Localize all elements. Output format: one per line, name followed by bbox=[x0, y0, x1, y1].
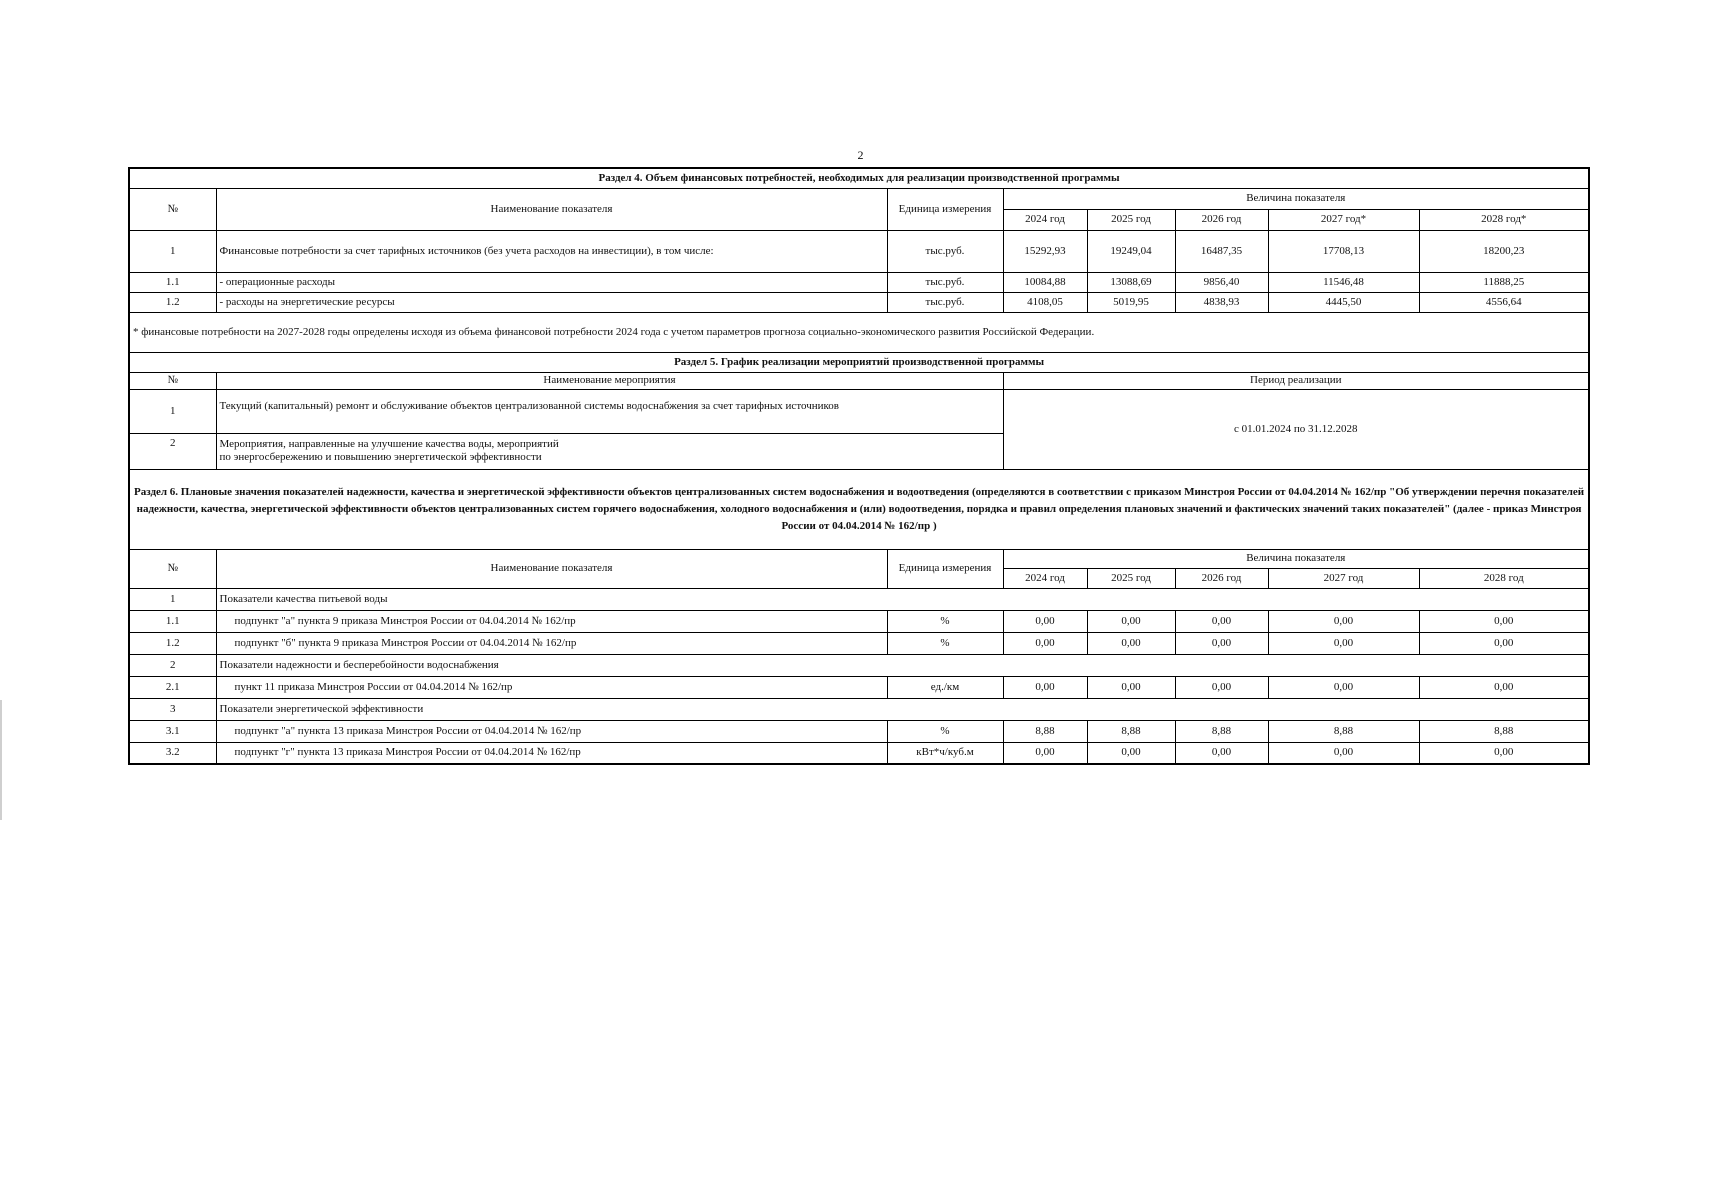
row-num: 3.2 bbox=[129, 742, 216, 764]
section4-header-num: № bbox=[129, 188, 216, 230]
row-name: Финансовые потребности за счет тарифных источников (без учета расходов на инвестиции), в том числе: bbox=[216, 230, 887, 272]
table-row bbox=[129, 676, 1589, 698]
row-value: 11546,48 bbox=[1268, 272, 1419, 292]
table-row bbox=[129, 720, 1589, 742]
section6-year: 2025 год bbox=[1087, 568, 1175, 588]
row-num: 1.1 bbox=[129, 610, 216, 632]
row-value: 8,88 bbox=[1268, 720, 1419, 742]
section4-title-row bbox=[129, 168, 1589, 188]
section6-header-name: Наименование показателя bbox=[216, 549, 887, 588]
section6-header-unit: Единица измерения bbox=[887, 549, 1003, 588]
section4-year: 2028 год* bbox=[1419, 209, 1589, 230]
row-name bbox=[216, 433, 1003, 469]
row-value: 0,00 bbox=[1268, 610, 1419, 632]
row-value: 13088,69 bbox=[1087, 272, 1175, 292]
row-value: 0,00 bbox=[1087, 676, 1175, 698]
table-row bbox=[129, 742, 1589, 764]
section5-header-period: Период реализации bbox=[1003, 372, 1589, 389]
row-unit: % bbox=[887, 610, 1003, 632]
group-name: Показатели энергетической эффективности bbox=[216, 698, 1589, 720]
section6-year: 2028 год bbox=[1419, 568, 1589, 588]
section4-year: 2026 год bbox=[1175, 209, 1268, 230]
table-row bbox=[129, 230, 1589, 272]
row-value: 0,00 bbox=[1087, 610, 1175, 632]
scan-edge-mark bbox=[0, 700, 2, 820]
row-value: 0,00 bbox=[1419, 742, 1589, 764]
row-value: 0,00 bbox=[1003, 610, 1087, 632]
section4-footnote: * финансовые потребности на 2027-2028 годы определены исходя из объема финансовой потребности 2024 года с учетом параметров прогноза социально-экономического развития Российской Федерации. bbox=[129, 312, 1589, 352]
section6-year: 2026 год bbox=[1175, 568, 1268, 588]
table-row bbox=[129, 292, 1589, 312]
group-name: Показатели надежности и бесперебойности водоснабжения bbox=[216, 654, 1589, 676]
section6-header-value: Величина показателя bbox=[1003, 549, 1589, 568]
section4-year: 2025 год bbox=[1087, 209, 1175, 230]
section6-year: 2027 год bbox=[1268, 568, 1419, 588]
row-num: 1.1 bbox=[129, 272, 216, 292]
row-value: 0,00 bbox=[1175, 676, 1268, 698]
row-name: подпункт "а" пункта 13 приказа Минстроя России от 04.04.2014 № 162/пр bbox=[216, 720, 887, 742]
row-unit: тыс.руб. bbox=[887, 272, 1003, 292]
row-name: пункт 11 приказа Минстроя России от 04.04.2014 № 162/пр bbox=[216, 676, 887, 698]
row-value: 17708,13 bbox=[1268, 230, 1419, 272]
group-num: 2 bbox=[129, 654, 216, 676]
row-value: 0,00 bbox=[1087, 632, 1175, 654]
row-num: 1 bbox=[129, 389, 216, 433]
section4-year: 2024 год bbox=[1003, 209, 1087, 230]
row-num: 1.2 bbox=[129, 632, 216, 654]
row-value: 0,00 bbox=[1175, 632, 1268, 654]
page-number: 2 bbox=[857, 148, 864, 162]
section4-year: 2027 год* bbox=[1268, 209, 1419, 230]
row-num: 2.1 bbox=[129, 676, 216, 698]
row-value: 4108,05 bbox=[1003, 292, 1087, 312]
row-name: - операционные расходы bbox=[216, 272, 887, 292]
row-unit: % bbox=[887, 720, 1003, 742]
section4-header-unit: Единица измерения bbox=[887, 188, 1003, 230]
row-value: 19249,04 bbox=[1087, 230, 1175, 272]
row-num: 1 bbox=[129, 230, 216, 272]
row-value: 0,00 bbox=[1003, 676, 1087, 698]
row-value: 0,00 bbox=[1268, 632, 1419, 654]
row-unit: кВт*ч/куб.м bbox=[887, 742, 1003, 764]
row-unit: тыс.руб. bbox=[887, 292, 1003, 312]
group-name: Показатели качества питьевой воды bbox=[216, 588, 1589, 610]
section4-header-name: Наименование показателя bbox=[216, 188, 887, 230]
row-name: подпункт "г" пункта 13 приказа Минстроя России от 04.04.2014 № 162/пр bbox=[216, 742, 887, 764]
row-name: подпункт "б" пункта 9 приказа Минстроя России от 04.04.2014 № 162/пр bbox=[216, 632, 887, 654]
section5-header-num: № bbox=[129, 372, 216, 389]
group-row bbox=[129, 588, 1589, 610]
row-unit: % bbox=[887, 632, 1003, 654]
row-name: Текущий (капитальный) ремонт и обслуживание объектов централизованной системы водоснабжения за счет тарифных источников bbox=[216, 389, 1003, 433]
row-value: 8,88 bbox=[1175, 720, 1268, 742]
row-name-line: по энергосбережению и повышению энергетической эффективности bbox=[219, 451, 542, 463]
row-unit: тыс.руб. bbox=[887, 230, 1003, 272]
row-value: 0,00 bbox=[1268, 742, 1419, 764]
row-value: 0,00 bbox=[1419, 676, 1589, 698]
group-num: 1 bbox=[129, 588, 216, 610]
section6-title: Раздел 6. Плановые значения показателей надежности, качества и энергетической эффективности объектов централизованных систем водоснабжения и водоотведения (определяются в соответствии с приказом Минстроя России от 04.04.2014 № 162/пр "Об утверждении перечня показателей надежности, качества, энергетической эффективности объектов централизованных систем горячего водоснабжения, холодного водоснабжения и (или) водоотведения, порядка и правил определения плановых значений и фактических значений таких показателей" (далее - приказ Минстроя России от 04.04.2014 № 162/пр ) bbox=[129, 469, 1589, 549]
group-row bbox=[129, 698, 1589, 720]
row-value: 9856,40 bbox=[1175, 272, 1268, 292]
section4-header-row bbox=[129, 188, 1589, 209]
table-row bbox=[129, 389, 1589, 433]
section6-title-row bbox=[129, 469, 1589, 549]
row-num: 2 bbox=[129, 433, 216, 469]
row-value: 18200,23 bbox=[1419, 230, 1589, 272]
section6-header-num: № bbox=[129, 549, 216, 588]
row-value: 8,88 bbox=[1087, 720, 1175, 742]
row-name: - расходы на энергетические ресурсы bbox=[216, 292, 887, 312]
row-value: 0,00 bbox=[1175, 742, 1268, 764]
section4-title: Раздел 4. Объем финансовых потребностей, необходимых для реализации производственной программы bbox=[129, 168, 1589, 188]
row-unit: ед./км bbox=[887, 676, 1003, 698]
section5-header-row bbox=[129, 372, 1589, 389]
main-table bbox=[128, 167, 1590, 765]
section5-title: Раздел 5. График реализации мероприятий производственной программы bbox=[129, 352, 1589, 372]
group-row bbox=[129, 654, 1589, 676]
row-num: 1.2 bbox=[129, 292, 216, 312]
row-value: 0,00 bbox=[1175, 610, 1268, 632]
document-body bbox=[128, 167, 1588, 765]
table-row bbox=[129, 272, 1589, 292]
section6-year: 2024 год bbox=[1003, 568, 1087, 588]
group-num: 3 bbox=[129, 698, 216, 720]
section6-header-row bbox=[129, 549, 1589, 568]
row-value: 16487,35 bbox=[1175, 230, 1268, 272]
row-value: 8,88 bbox=[1419, 720, 1589, 742]
row-value: 8,88 bbox=[1003, 720, 1087, 742]
row-value: 4445,50 bbox=[1268, 292, 1419, 312]
row-value: 0,00 bbox=[1003, 632, 1087, 654]
section4-header-value: Величина показателя bbox=[1003, 188, 1589, 209]
row-name-line: Мероприятия, направленные на улучшение качества воды, мероприятий bbox=[219, 438, 559, 450]
row-value: 11888,25 bbox=[1419, 272, 1589, 292]
table-row bbox=[129, 610, 1589, 632]
footnote-row bbox=[129, 312, 1589, 352]
row-value: 0,00 bbox=[1003, 742, 1087, 764]
row-num: 3.1 bbox=[129, 720, 216, 742]
row-value: 4556,64 bbox=[1419, 292, 1589, 312]
section5-period: с 01.01.2024 по 31.12.2028 bbox=[1003, 389, 1589, 469]
row-value: 0,00 bbox=[1419, 632, 1589, 654]
row-value: 5019,95 bbox=[1087, 292, 1175, 312]
row-value: 0,00 bbox=[1087, 742, 1175, 764]
row-value: 0,00 bbox=[1268, 676, 1419, 698]
row-value: 4838,93 bbox=[1175, 292, 1268, 312]
row-value: 10084,88 bbox=[1003, 272, 1087, 292]
row-name: подпункт "а" пункта 9 приказа Минстроя России от 04.04.2014 № 162/пр bbox=[216, 610, 887, 632]
section5-title-row bbox=[129, 352, 1589, 372]
table-row bbox=[129, 632, 1589, 654]
section5-header-name: Наименование мероприятия bbox=[216, 372, 1003, 389]
row-value: 15292,93 bbox=[1003, 230, 1087, 272]
row-value: 0,00 bbox=[1419, 610, 1589, 632]
